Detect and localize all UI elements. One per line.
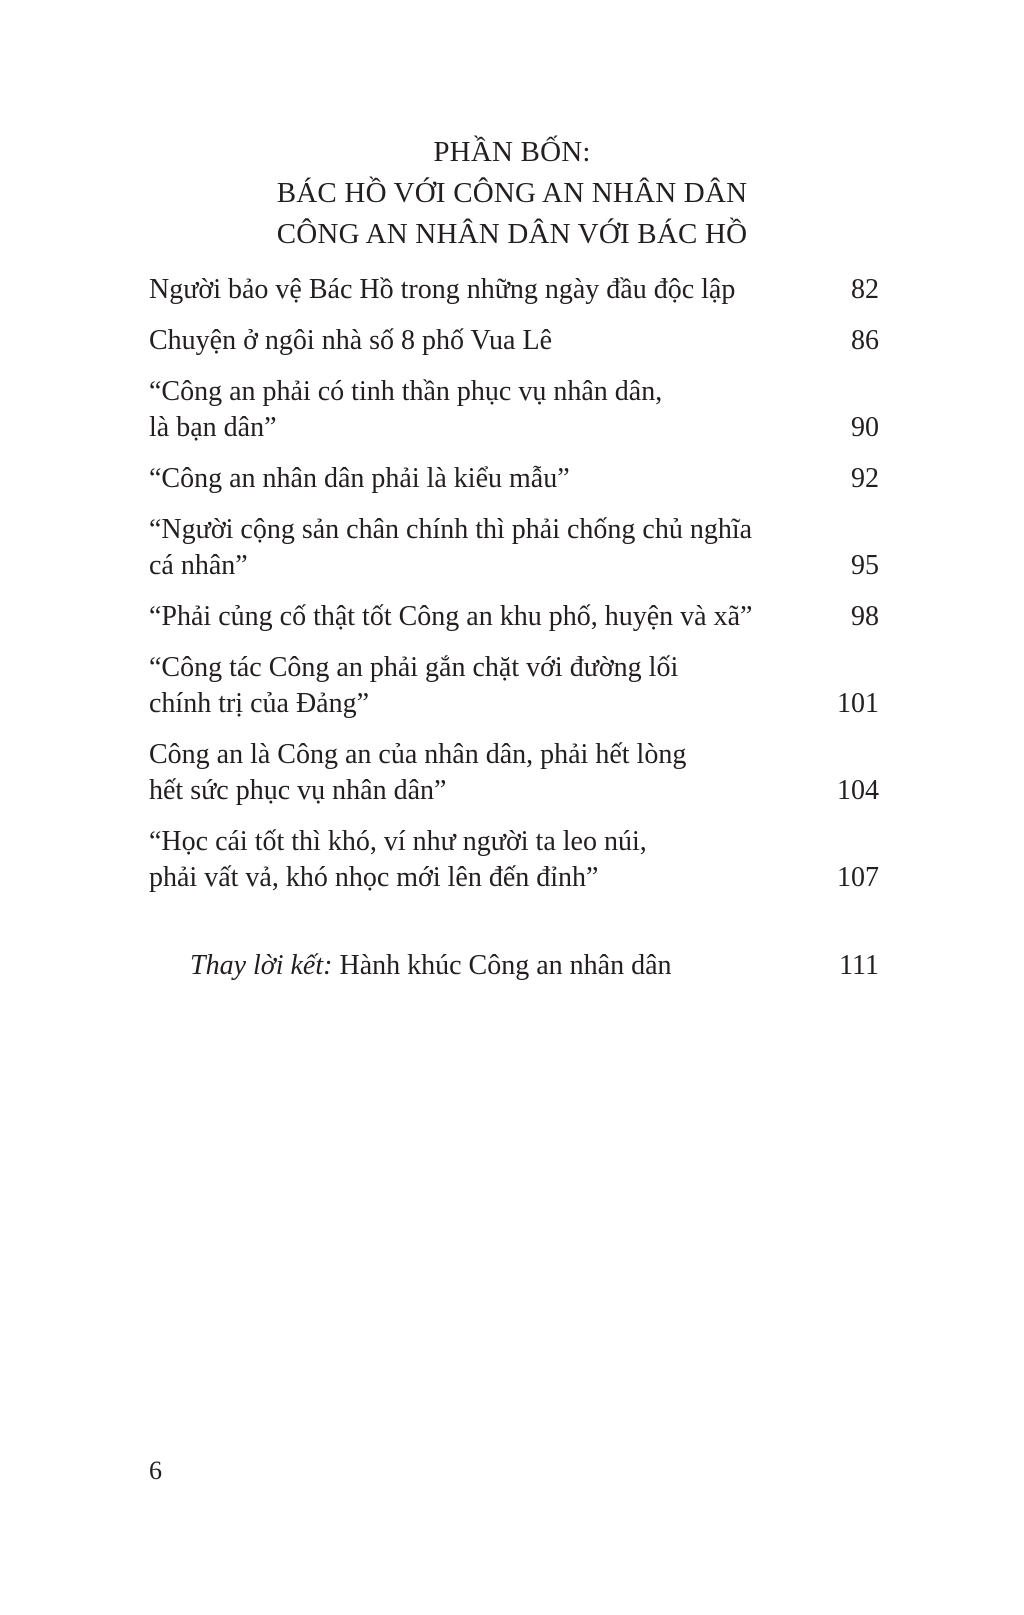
toc-entry[interactable] xyxy=(149,272,879,308)
part-label: PHẦN BỐN: xyxy=(433,136,591,168)
section-heading xyxy=(0,132,1024,255)
toc-page-number: 101 xyxy=(837,688,879,719)
toc-page-number: 95 xyxy=(851,550,879,581)
toc-entry-title: Công an là Công an của nhân dân, phải hết lòng hết sức phục vụ nhân dân” xyxy=(149,739,687,806)
toc-page-number: 92 xyxy=(851,463,879,494)
toc-entry-title: “Phải củng cố thật tốt Công an khu phố, huyện và xã” xyxy=(149,601,753,632)
toc-page-number: 111 xyxy=(839,950,879,981)
toc-entry[interactable] xyxy=(149,461,879,497)
toc-entry[interactable] xyxy=(149,512,879,584)
toc-entry-title: Người bảo vệ Bác Hồ trong những ngày đầu độc lập xyxy=(149,274,736,305)
toc-entry-title: “Công an nhân dân phải là kiểu mẫu” xyxy=(149,463,570,494)
toc-page-number: 104 xyxy=(837,775,879,806)
toc-entry[interactable] xyxy=(149,650,879,722)
toc-entry-title: “Công an phải có tinh thần phục vụ nhân dân, là bạn dân” xyxy=(149,376,663,443)
toc-entry-title: Chuyện ở ngôi nhà số 8 phố Vua Lê xyxy=(149,325,553,356)
toc-page-number: 90 xyxy=(851,412,879,443)
toc-page-number: 82 xyxy=(851,274,879,305)
toc-entry[interactable] xyxy=(149,374,879,446)
page-number-footer: 6 xyxy=(149,1456,162,1485)
closing-title: Hành khúc Công an nhân dân xyxy=(339,950,672,981)
toc-entry-title: “Người cộng sản chân chính thì phải chống chủ nghĩa cá nhân” xyxy=(149,514,753,581)
table-of-contents xyxy=(149,272,879,911)
closing-label: Thay lời kết: xyxy=(190,950,333,981)
toc-page-number: 98 xyxy=(851,601,879,632)
toc-page-number: 86 xyxy=(851,325,879,356)
toc-entry[interactable] xyxy=(149,824,879,896)
toc-entry-title: “Học cái tốt thì khó, ví như người ta leo núi, phải vất vả, khó nhọc mới lên đến đỉnh” xyxy=(149,826,647,893)
toc-page-number: 107 xyxy=(837,862,879,893)
toc-entry-title: “Công tác Công an phải gắn chặt với đường lối chính trị của Đảng” xyxy=(149,652,679,719)
section-title-line-2: CÔNG AN NHÂN DÂN VỚI BÁC HỒ xyxy=(276,218,748,250)
toc-entry[interactable] xyxy=(149,323,879,359)
toc-entry[interactable] xyxy=(149,599,879,635)
toc-entry[interactable] xyxy=(149,737,879,809)
toc-closing-entry[interactable] xyxy=(190,948,879,984)
section-title-line-1: BÁC HỒ VỚI CÔNG AN NHÂN DÂN xyxy=(276,177,748,209)
